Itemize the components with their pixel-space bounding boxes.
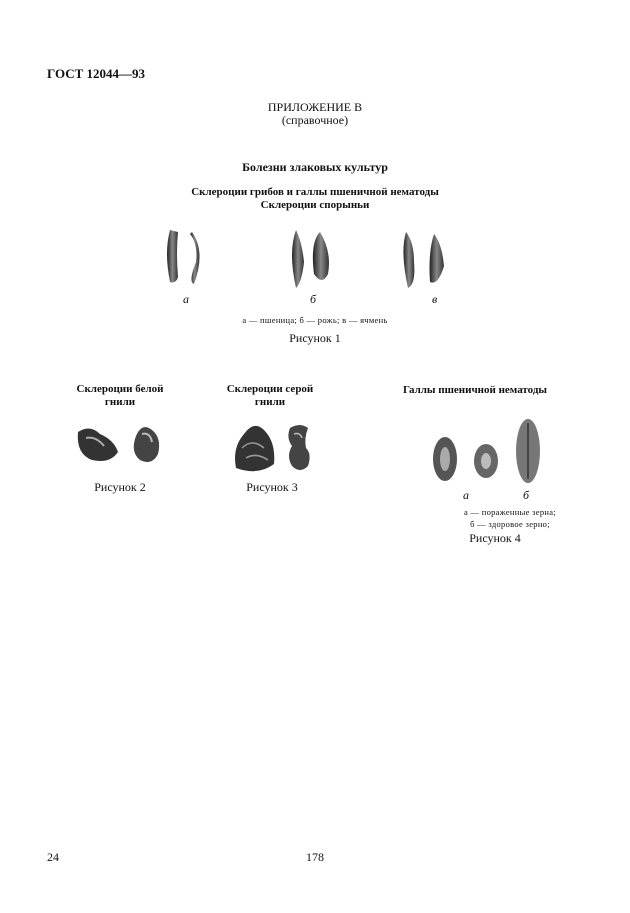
appendix-title: ПРИЛОЖЕНИЕ В xyxy=(267,100,363,114)
figure3-title xyxy=(210,383,330,409)
figure3-caption: Рисунок 3 xyxy=(246,480,298,494)
figure2-title-line2: гнили xyxy=(104,396,136,408)
ergot-barley-image xyxy=(403,232,444,288)
ergot-wheat-image xyxy=(167,230,200,284)
figure3-title-line2: гнили xyxy=(254,396,286,408)
figure3-illustration xyxy=(228,418,323,478)
figure1-legend: а — пшеница; б — рожь; в — ячмень xyxy=(242,315,388,325)
figure4-title: Галлы пшеничной нематоды xyxy=(402,384,548,396)
figure1-illustration xyxy=(150,222,470,292)
ergot-rye-image xyxy=(292,230,329,288)
figure2-caption: Рисунок 2 xyxy=(94,480,146,494)
figure4-legend xyxy=(430,506,590,530)
figure4-legend-line1: а — пораженные зерна; xyxy=(464,507,556,517)
section-subtitle-1: Склероции грибов и галлы пшеничной нематоды xyxy=(191,186,439,198)
figure1-label-a: а xyxy=(183,292,189,306)
section-subtitles xyxy=(120,186,510,212)
figure2-illustration xyxy=(70,420,170,470)
figure4-label-b: б xyxy=(523,488,530,502)
appendix-subtitle: (справочное) xyxy=(281,113,349,127)
page-number: 24 xyxy=(47,850,59,864)
figure1-label-v: в xyxy=(432,292,438,306)
section-subtitle-2: Склероции спорыньи xyxy=(260,199,370,211)
figure2-title xyxy=(60,383,180,409)
figure4-legend-line2: б — здоровое зерно; xyxy=(470,519,550,529)
figure4-illustration xyxy=(428,415,548,490)
figure1-caption: Рисунок 1 xyxy=(289,331,341,345)
appendix-heading xyxy=(200,101,430,127)
sheet-number: 178 xyxy=(306,850,324,864)
figure4-caption: Рисунок 4 xyxy=(469,531,521,545)
document-code: ГОСТ 12044—93 xyxy=(47,66,146,81)
figure3-title-line1: Склероции серой xyxy=(226,383,314,395)
figure4-label-a: а xyxy=(463,488,469,502)
section-title: Болезни злаковых культур xyxy=(242,160,388,174)
figure2-title-line1: Склероции белой xyxy=(76,383,164,395)
figure1-label-b: б xyxy=(310,292,317,306)
